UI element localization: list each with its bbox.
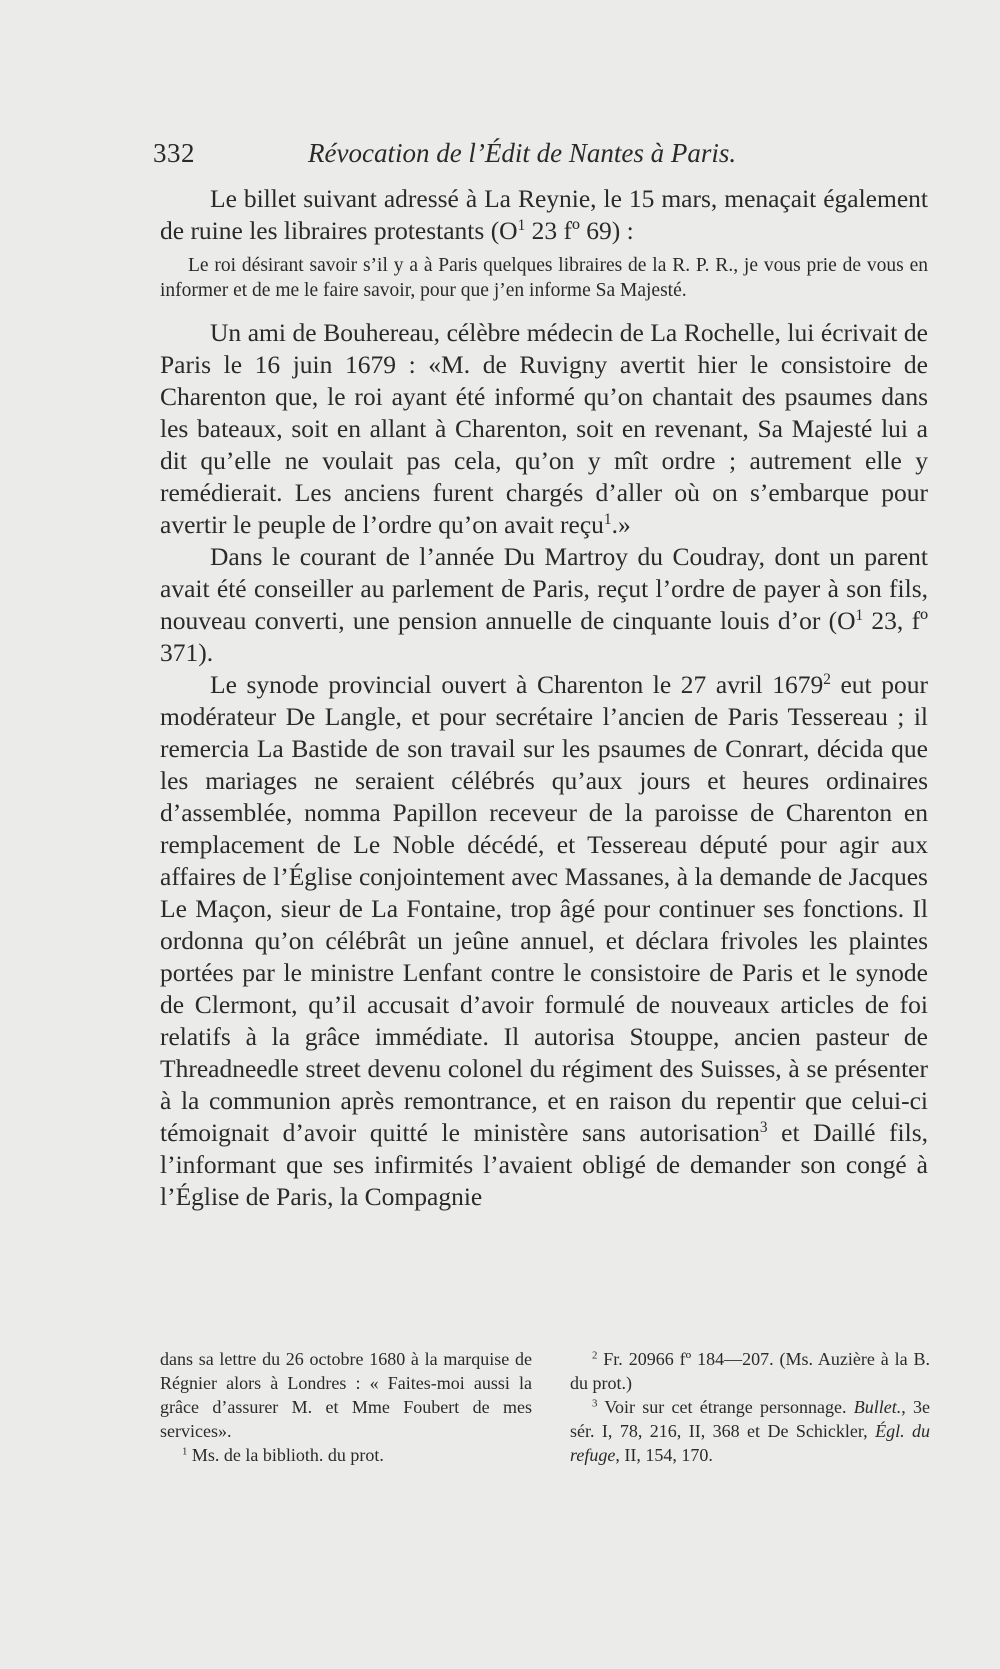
footnote-1: $^1$ Ms. de la biblioth. du prot.	[182, 1445, 384, 1465]
quoted-letter: Le roi désirant savoir s’il y a à Paris quelques libraires de la R. P. R., je vous prie de vous en informer et de me le faire savoir, pour que j’en informe Sa Majesté.	[160, 255, 928, 301]
footnote-continuation: dans sa lettre du 26 octobre 1680 à la marquise de Régnier alors à Londres : « Faites-moi aussi la grâce d’assurer M. et Mme Foubert de mes services».	[160, 1349, 532, 1441]
footnote-2: $^2$ Fr. 20966 fº 184—207. (Ms. Auzière à la B. du prot.)	[570, 1349, 930, 1393]
footnotes-left-column	[160, 1347, 532, 1467]
footnotes-right-column	[570, 1347, 930, 1467]
page-number: 332	[153, 138, 195, 168]
running-title: Révocation de l’Édit de Nantes à Paris.	[308, 138, 737, 168]
paragraph: Le synode provincial ouvert à Charenton le 27 avril 1679$^2$ eut pour modérateur De Langle, et pour secrétaire l’ancien de Paris Tessereau ; il remercia La Bastide de son travail sur les psaumes de Conrart, décida que les mariages ne seraient célébrés qu’aux jours et heures ordinaires d’assemblée, nomma Papillon receveur de la paroisse de Charenton en remplacement de Le Noble décédé, et Tessereau député pour agir aux affaires de l’Église conjointement avec Massanes, à la demande de Jacques Le Maçon, sieur de La Fontaine, trop âgé pour continuer ses fonctions. Il ordonna qu’on célébrât un jeûne annuel, et déclara frivoles les plaintes portées par le ministre Lenfant contre le consistoire de Paris et le synode de Clermont, qu’il accusait d’avoir formulé de nouveaux articles de foi relatifs à la grâce immédiate. Il autorisa Stouppe, ancien pasteur de Threadneedle street devenu colonel du régiment des Suisses, à se présenter à la communion après remontrance, et en raison du repentir que celui-ci témoignait d’avoir quitté le ministère sans autorisation$^3$ et Daillé fils, l’informant que ses infirmités l’avaient obligé de demander son congé à l’Église de Paris, la Compagnie	[160, 670, 928, 1211]
main-text	[160, 183, 928, 1213]
paragraph: Dans le courant de l’année Du Martroy du Coudray, dont un parent avait été conseiller au parlement de Paris, reçut l’ordre de payer à son fils, nouveau converti, une pension annuelle de cinquante louis d’or ($O^1$ 23, fº 371).	[160, 542, 928, 667]
page-header	[153, 138, 928, 178]
footnote-3: $^3$ Voir sur cet étrange personnage. Bullet., 3e sér. I, 78, 216, II, 368 et De Schickler, Égl. du refuge, II, 154, 170.	[570, 1397, 931, 1465]
paragraph: Le billet suivant adressé à La Reynie, le 15 mars, menaçait également de ruine les libraires protestants ($O^1$ 23 fº 69) :	[160, 184, 928, 245]
paragraph: Un ami de Bouhereau, célèbre médecin de La Rochelle, lui écrivait de Paris le 16 juin 1679 : «M. de Ruvigny avertit hier le consistoire de Charenton que, le roi ayant été informé qu’on chantait des psaumes dans les bateaux, soit en allant à Charenton, soit en revenant, Sa Majesté lui a dit qu’elle ne voulait pas cela, qu’on y mît ordre ; autrement elle y remédierait. Les anciens furent chargés d’aller où on s’embarque pour avertir le peuple de l’ordre qu’on avait reçu$^1$.»	[160, 318, 928, 539]
